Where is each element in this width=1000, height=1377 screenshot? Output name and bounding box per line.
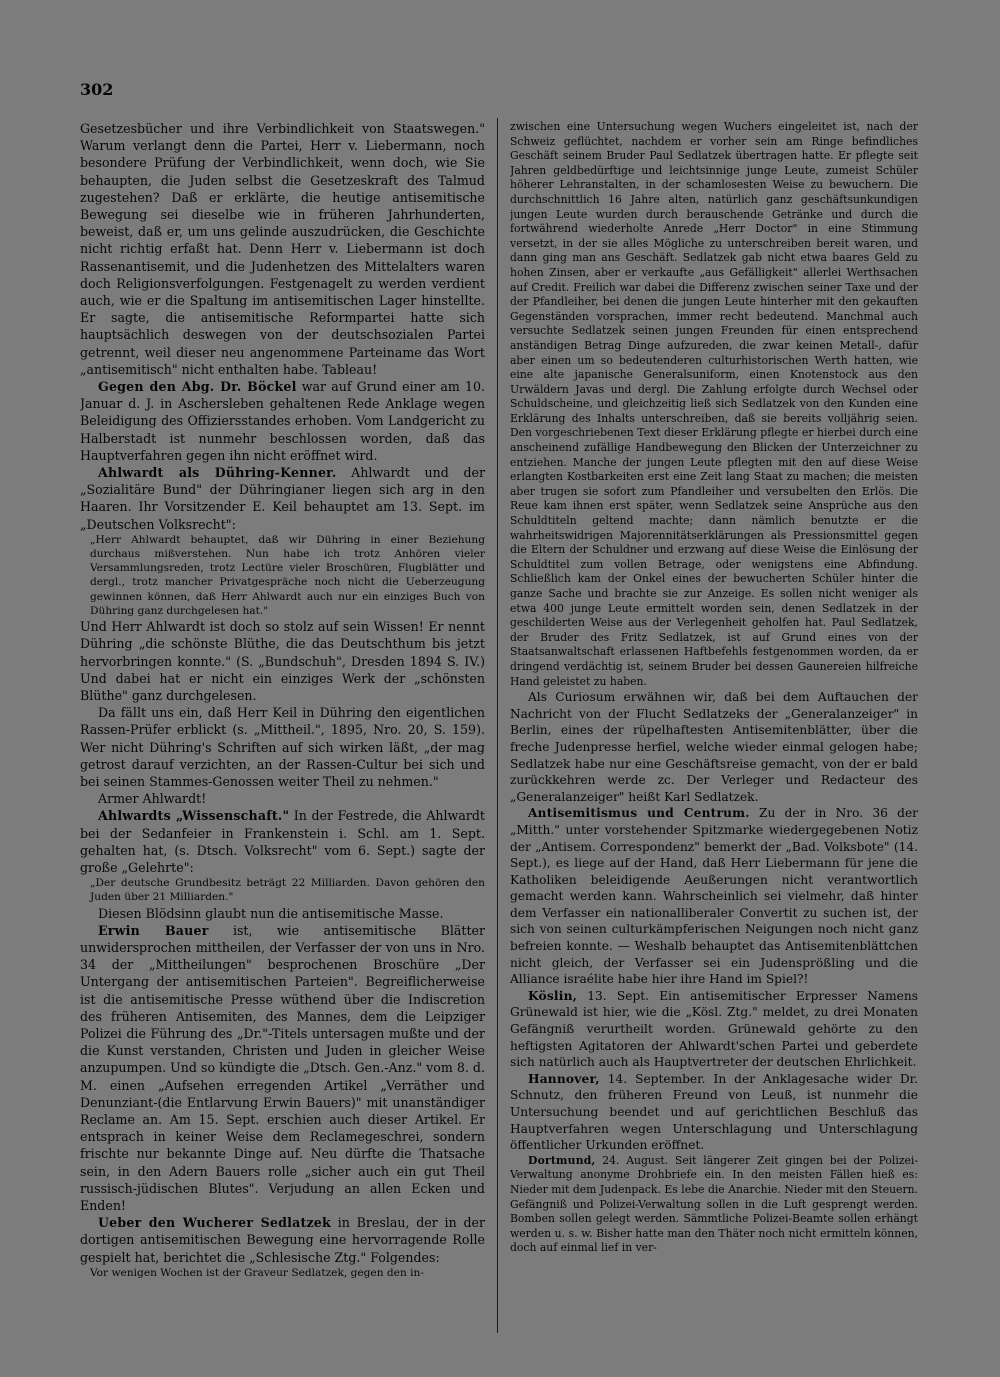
article-heading: Köslin, [528, 988, 578, 1003]
paragraph-text: war auf Grund einer am 10. Januar d. J. in Aschersleben gehaltenen Rede Anklage wegen Beleidigung des Offiziersstandes erhoben. Vom Landgericht zu Halberstadt ist nunmehr beschlossen worden, daß das Hauptverfahren gegen ihn nicht eröffnet wird. [80, 379, 485, 463]
article-heading: Gegen den Abg. Dr. Böckel [98, 379, 297, 395]
article-paragraph [80, 618, 485, 704]
paragraph-text: Zu der in Nro. 36 der „Mitth." unter vorstehender Spitzmarke wiedergegebenen Notiz der „Antisem. Correspondenz" bemerkt der „Bad. Volksbote" (14. Sept.), es liege auf der Hand, daß Herr Liebermann für jene die Katholiken beleidigende Aeußerungen nicht verantwortlich gemacht werden kann. Wahrscheinlich sei vielmehr, daß hinter dem Verfasser ein nationalliberaler Convertit zu suchen ist, der sich von seinen culturkämpferischen Neigungen noch nicht ganz befreien konnte. — Weshalb behauptet das Antisemitenblättchen nicht gleich, der Verfasser sei ein Judensprößling und die Alliance israélite habe hier ihre Hand im Spiel?! [510, 806, 918, 987]
paragraph-text: Armer Ahlwardt! [98, 791, 207, 807]
paragraph-text: 13. Sept. Ein antisemitischer Erpresser Namens Grünewald ist hier, wie die „Kösl. Ztg." meldet, zu drei Monaten Gefängniß verurtheilt worden. Grünewald gehörte zu den heftigsten Agitatoren der Ahlwardt'schen Partei und geberdete sich natürlich auch als Hauptvertreter der deutschen Ehrlichkeit. [510, 988, 918, 1070]
article-paragraph [80, 378, 485, 464]
article-paragraph [510, 689, 918, 805]
paragraph-text: in Breslau, der in der dortigen antisemitischen Bewegung eine hervorragende Rolle gespielt hat, berichtet die „Schlesische Ztg." Folgendes: [80, 1215, 485, 1265]
paragraph-text: Gesetzesbücher und ihre Verbindlichkeit von Staatswegen." Warum verlangt denn die Partei, Herr v. Liebermann, noch besondere Prüfung der Verbindlichkeit, wenn doch, wie Sie behaupten, die Juden selbst die Gesetzeskraft des Talmud zugestehen? Daß er erklärte, die heutige antisemitische Bewegung sei dieselbe wie in früheren Jahrhunderten, beweist, daß er, um uns gelinde auszudrücken, die Geschichte nicht richtig erfaßt hat. Denn Herr v. Liebermann ist doch Rassenantisemit, und die Judenhetzen des Mittelalters waren doch Religionsverfolgungen. Festgenagelt zu werden verdient auch, wie er die Spaltung im antisemitischen Lager hinstellte. Er sagte, die antisemitische Reformpartei hatte sich hauptsächlich deswegen von der deutschsozialen Partei getrennt, weil dieser neu angenommene Parteiname das Wort „antisemitisch" nicht enthalten habe. Tableau! [80, 121, 485, 377]
article-paragraph [510, 1071, 918, 1154]
article-paragraph [80, 790, 485, 807]
article-heading: Dortmund, [528, 1153, 596, 1167]
paragraph-text: 24. August. Seit längerer Zeit gingen bei der Polizei-Verwaltung anonyme Drohbriefe ein. In den meisten Fällen hieß es: Nieder mit dem Judenpack. Es lebe die Anarchie. Nieder mit den Steuern. Gefängniß und Polizei-Verwaltung sollen in die Luft gesprengt werden. Bomben sollen gelegt werden. Sämmtliche Polizei-Beamte sollen erhängt werden u. s. w. Bisher hatte man den Thäter noch nicht ermitteln können, doch auf einmal lief in ver- [510, 1153, 918, 1255]
article-heading: Ahlwardt als Dühring-Kenner. [98, 465, 337, 481]
column-divider [497, 118, 498, 1333]
paragraph-text: „Herr Ahlwardt behauptet, daß wir Dühring in einer Beziehung durchaus mißverstehen. Nun habe ich trotz Anhören vieler Versammlungsreden, trotz Lectüre vieler Broschüren, Flugblätter und dergl., trotz mancher Privatgespräche noch nicht die Ueberzeugung gewinnen können, daß Herr Ahlwardt auch nur ein einziges Buch von Dühring ganz durchgelesen hat." [90, 533, 485, 617]
paragraph-text: Da fällt uns ein, daß Herr Keil in Dühring den eigentlichen Rassen-Prüfer erblickt (s. „Mittheil.", 1895, Nro. 20, S. 159). Wer nicht Dühring's Schriften auf sich wirken läßt, „der mag getrost darauf verzichten, an der Rassen-Cultur bei sich und bei seinen Stammes-Genossen weiter Theil zu nehmen." [80, 705, 485, 789]
article-heading: Erwin Bauer [98, 922, 209, 938]
paragraph-text: zwischen eine Untersuchung wegen Wuchers eingeleitet ist, nach der Schweiz geflüchtet, nachdem er vorher sein am Ringe befindliches Geschäft seinem Bruder Paul Sedlatzek übertragen hatte. Er pflegte seit Jahren geldbedürftige und leichtsinnige junge Leute, zumeist Schüler höherer Lehranstalten, in der schamlosesten Weise zu bewuchern. Die durchschnittlich 16 Jahre alten, natürlich ganz geschäftsunkundigen jungen Leute wurden durch berauschende Getränke und durch die fortwährend wiederholte Anrede „Herr Doctor" in eine Stimmung versetzt, in der sie alles Mögliche zu unterschreiben bereit waren, und dann ging man ans Geschäft. Sedlatzek gab nicht etwa baares Geld zu hohen Zinsen, aber er verkaufte „aus Gefälligkeit" allerlei Werthsachen auf Credit. Freilich war dabei die Differenz zwischen seiner Taxe und der der Pfandleiher, bei denen die jungen Leute hinterher mit den gekauften Gegenständen vorsprachen, immer recht bedeutend. Manchmal auch versuchte Sedlatzek seinen jungen Freunden für einen entsprechend anständigen Betrag Dinge aufzureden, die zwar keinen Metall-, dafür aber einen um so bedeutenderen culturhistorischen Werth hatten, wie eine alte japanische Generalsuniform, einen Knotenstock aus den Urwäldern Javas und dergl. Die Zahlung erfolgte durch Wechsel oder Schuldscheine, und gleichzeitig ließ sich Sedlatzek von den Kunden eine Erklärung des Inhalts unterschreiben, daß sie bereits volljährig seien. Den vorgeschriebenen Text dieser Erklärung pflegte er hierbei durch eine anscheinend zufällige Handbewegung den Blicken der Unterzeichner zu entziehen. Manche der jungen Leute pflegten mit den auf diese Weise erlangten Kostbarkeiten erst eine Zeit lang Staat zu machen; die meisten aber trugen sie sofort zum Pfandleiher und versubelten den Erlös. Die Reue kam ihnen erst später, wenn Sedlatzek seine Ansprüche aus den Schuldtiteln geltend machte; dann nämlich benutzte er die wahrheitswidrigen Majorennitätserklärungen als Pressionsmittel gegen die Eltern der Schuldner und erzwang auf diese Weise die Einlösung der Schuldtitel zum vollen Betrage, oder wenigstens eine Abfindung. Schließlich kam der Onkel eines der bewucherten Schüler hinter die ganze Sache und brachte sie zur Anzeige. Es sollen nicht weniger als etwa 400 junge Leute ermittelt worden sein, denen Sedlatzek in der geschilderten Weise aus der Verlegenheit geholfen hat. Paul Sedlatzek, der Bruder des Fritz Sedlatzek, ist auf Grund eines von der Staatsanwaltschaft erlassenen Haftbefehls festgenommen worden, da er dringend verdächtig ist, seinem Bruder bei dessen Gaunereien hilfreiche Hand geleistet zu haben. [510, 120, 918, 688]
article-paragraph [510, 988, 918, 1071]
article-heading: Antisemitismus und Centrum. [528, 806, 750, 821]
page-number: 302 [80, 80, 114, 99]
article-paragraph [80, 464, 485, 533]
article-paragraph [80, 1214, 485, 1266]
quoted-paragraph [510, 1154, 918, 1256]
article-paragraph [80, 807, 485, 876]
left-column [80, 120, 485, 1335]
paragraph-text: Diesen Blödsinn glaubt nun die antisemitische Masse. [98, 905, 444, 921]
article-paragraph [80, 120, 485, 378]
right-column [510, 120, 918, 1335]
paragraph-text: 14. September. In der Anklagesache wider Dr. Schnutz, den früheren Freund von Leuß, ist nunmehr die Untersuchung beendet und auf gerichtlichen Beschluß das Hauptverfahren wegen Unterschlagung und Unterschlagung öffentlicher Urkunden eröffnet. [510, 1071, 918, 1153]
article-heading: Ueber den Wucherer Sedlatzek [98, 1215, 331, 1231]
article-heading: Ahlwardts „Wissenschaft." [98, 808, 290, 824]
paragraph-text: ist, wie antisemitische Blätter unwidersprochen mittheilen, der Verfasser der von uns in Nro. 34 der „Mittheilungen" besprochenen Broschüre „Der Untergang der antisemitischen Parteien". Begreiflicherweise ist die antisemitische Presse wüthend über die Indiscretion des früheren Antisemiten, des Mannes, dem die Leipziger Polizei die Führung des „Dr."-Titels untersagen mußte und der die Kunst verstanden, Christen und Juden in gleicher Weise anzupumpen. Und so kündigte die „Dtsch. Gen.-Anz." vom 8. d. M. einen „Aufsehen erregenden Artikel „Verräther und Denunziant-(die Entlarvung Erwin Bauers)" mit unanständiger Reclame an. Am 15. Sept. erschien auch dieser Artikel. Er entsprach in keiner Weise dem Reclamegeschrei, sondern frischte nur bekannte Dinge auf. Neu dürfte die Thatsache sein, in den Adern Bauers rolle „sicher auch ein gut Theil russisch-jüdischen Blutes". Verjudung an allen Ecken und Enden! [80, 922, 485, 1213]
paragraph-text: Und Herr Ahlwardt ist doch so stolz auf sein Wissen! Er nennt Dühring „die schönste Blüthe, die das Deutschthum bis jetzt hervorbringen konnte." (S. „Bundschuh", Dresden 1894 S. IV.) Und dabei hat er nicht ein einziges Werk der „schönsten Blüthe" ganz durchgelesen. [80, 619, 485, 703]
quoted-paragraph [80, 1266, 485, 1280]
article-paragraph [80, 704, 485, 790]
paragraph-text: Vor wenigen Wochen ist der Graveur Sedlatzek, gegen den in- [90, 1266, 424, 1279]
article-heading: Hannover, [528, 1071, 600, 1086]
paragraph-text: Ahlwardt und der „Sozialitäre Bund" der Dühringianer liegen sich arg in den Haaren. Ihr Vorsitzender E. Keil behauptet am 13. Sept. im „Deutschen Volksrecht": [80, 465, 485, 532]
article-paragraph [510, 805, 918, 988]
paragraph-text: Als Curiosum erwähnen wir, daß bei dem Auftauchen der Nachricht von der Flucht Sedlatzeks der „Generalanzeiger" in Berlin, eines der rüpelhaftesten Antisemitenblätter, über die freche Judenpresse herfiel, welche wieder einmal gelogen habe; Sedlatzek habe nur eine Geschäftsreise gemacht, von der er bald zurückkehren werde zc. Der Verleger und Redacteur des „Generalanzeiger" heißt Karl Sedlatzek. [510, 690, 918, 804]
quoted-paragraph [510, 120, 918, 689]
quoted-paragraph [80, 533, 485, 618]
article-paragraph [80, 905, 485, 922]
article-paragraph [80, 922, 485, 1214]
quoted-paragraph [80, 876, 485, 904]
paragraph-text: „Der deutsche Grundbesitz beträgt 22 Milliarden. Davon gehören den Juden über 21 Milliarden." [90, 877, 485, 904]
paragraph-text: In der Festrede, die Ahlwardt bei der Sedanfeier in Frankenstein i. Schl. am 1. Sept. gehalten hat, (s. Dtsch. Volksrecht" vom 6. Sept.) sagte der große „Gelehrte": [80, 808, 485, 875]
